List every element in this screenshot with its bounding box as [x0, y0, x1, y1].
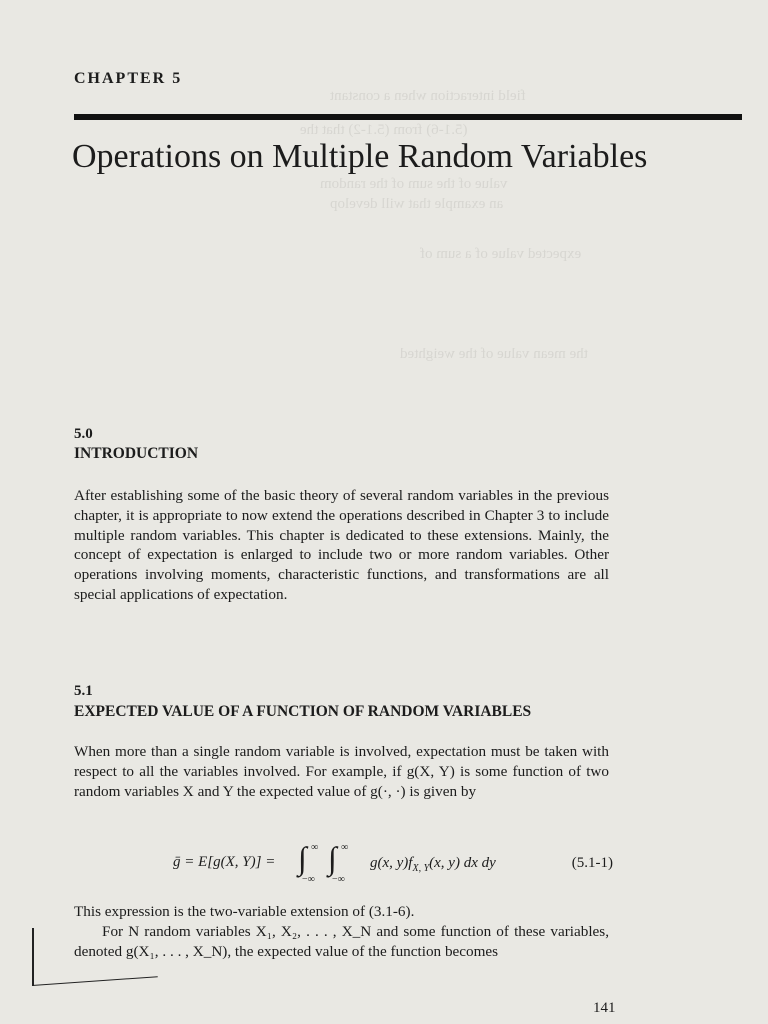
integral-sign: ∫ — [298, 840, 307, 876]
show-through-text: (5.1-6) from (5.1-2) that the — [300, 122, 468, 138]
chapter-label: CHAPTER 5 — [74, 70, 183, 87]
integral-sign: ∫ — [328, 840, 337, 876]
show-through-text: expected value of a sum of — [420, 246, 582, 262]
closing-paragraph: This expression is the two-variable extension of (3.1-6). For N random variables X₁, X₂, . . . , X_N and some function of these variables, denoted g(X₁, . . . , X_N), the expected value of the function becomes — [74, 903, 609, 960]
margin-mark — [32, 928, 34, 986]
show-through-text: an example that will develop — [330, 196, 504, 212]
integrand: g(x, $y)f_{X, Y}(x$, y) dx dy — [370, 855, 496, 874]
section-heading: INTRODUCTION — [74, 445, 199, 462]
chapter-title: Operations on Multiple Random Variables — [72, 138, 648, 175]
intro-paragraph: After establishing some of the basic theory of several random variables in the previous chapter, it is appropriate to now extend the operations described in Chapter 3 to include multiple random variables. This chapter is dedicated to these extensions. Mainly, the concept of expectation is enlarged to include two or more random variables. Other operations involving moments, characteristic functions, and transformations are all special applications of expectation. — [74, 487, 609, 603]
page-number: 141 — [593, 1000, 616, 1016]
upper-limit: ∞ — [311, 842, 319, 853]
section-number: 5.1 — [74, 683, 93, 699]
show-through-text: field interaction when a constant — [330, 88, 526, 104]
upper-limit: ∞ — [341, 842, 349, 853]
lower-limit: −∞ — [332, 874, 345, 885]
chapter-rule — [74, 114, 742, 120]
equation-number: (5.1-1) — [571, 855, 613, 871]
equation-lhs: ḡ = E[g(X, Y)] = — [173, 854, 276, 870]
section-paragraph: When more than a single random variable is involved, expectation must be taken with respect to all the variables involved. For example, if g(X, Y) is some function of two random variables X and Y the expected value of g(·, ·) is given by — [74, 743, 609, 800]
section-number: 5.0 — [74, 426, 93, 442]
equation-5-1-1 — [168, 838, 613, 888]
lower-limit: −∞ — [302, 874, 315, 885]
show-through-text: value of the sum of the random — [320, 176, 508, 192]
show-through-text: the mean value of the weighted — [400, 346, 588, 362]
section-heading: EXPECTED VALUE OF A FUNCTION OF RANDOM VARIABLES — [74, 703, 532, 720]
margin-mark — [32, 976, 158, 986]
